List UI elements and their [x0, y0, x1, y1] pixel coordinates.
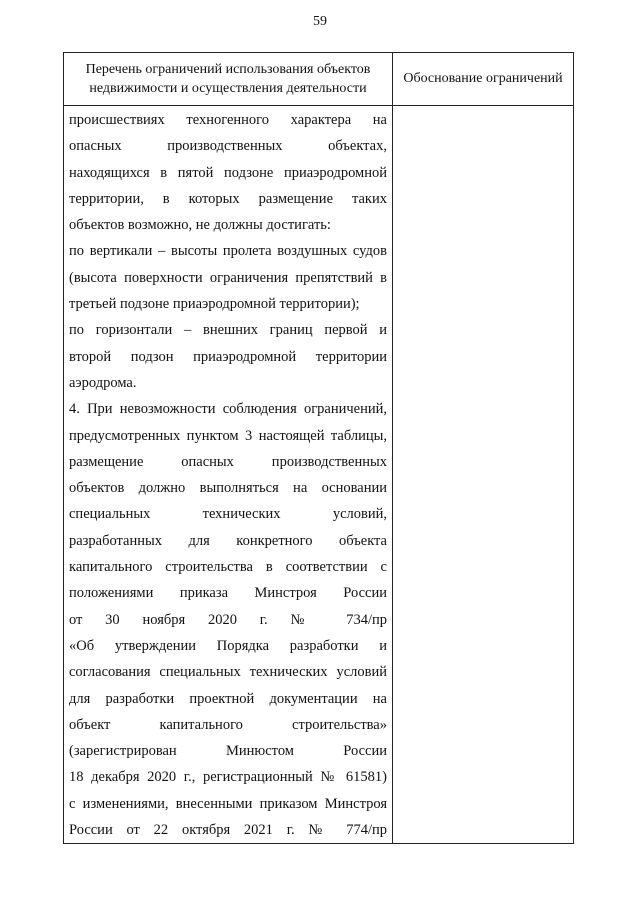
column-header-restrictions-line1: Перечень ограничений использования объектов [85, 62, 371, 77]
page-number: 59 [313, 14, 327, 29]
column-header-justification [393, 53, 573, 106]
column-header-restrictions-line2: недвижимости и осуществления деятельности [89, 81, 367, 96]
text-line: второй подзон приаэродромной территории [69, 348, 387, 365]
text-line: третьей подзоне приаэродромной территории); [69, 296, 360, 313]
restrictions-table-left-column [63, 52, 393, 844]
text-line: России от 22 октября 2021 г. № 774/пр [69, 822, 387, 839]
text-line: (зарегистрирован Минюстом России [69, 743, 387, 760]
text-line: 4. При невозможности соблюдения ограничений, [69, 401, 387, 418]
text-line: положениями приказа Минстроя России [69, 585, 387, 602]
text-line: от 30 ноября 2020 г. № 734/пр [69, 611, 387, 628]
text-line: предусмотренных пунктом 3 настоящей таблицы, [69, 427, 387, 444]
text-line: объектов возможно, не должны достигать: [69, 217, 331, 234]
text-line: капитального строительства в соответствии с [69, 559, 387, 576]
text-line: разработанных для конкретного объекта [69, 532, 387, 549]
column-header-justification-label: Обоснование ограничений [403, 71, 563, 86]
text-line: аэродрома. [69, 374, 137, 391]
column-header-restrictions [64, 53, 392, 106]
restrictions-table-right-column [393, 52, 574, 844]
text-line: с изменениями, внесенными приказом Минстроя [69, 795, 387, 812]
text-line: согласования специальных технических условий [69, 664, 387, 681]
text-line: опасных производственных объектах, [69, 138, 387, 155]
text-line: находящихся в пятой подзоне приаэродромной [69, 164, 387, 181]
text-line: 18 декабря 2020 г., регистрационный № 61581) [69, 769, 387, 786]
text-line: объектов должно выполняться на основании [69, 480, 387, 497]
restrictions-text [69, 107, 387, 843]
text-line: объект капитального строительства» [69, 716, 387, 733]
text-line: по горизонтали – внешних границ первой и [69, 322, 387, 339]
text-line: «Об утверждении Порядка разработки и [69, 637, 387, 654]
text-line: происшествиях техногенного характера на [69, 112, 387, 128]
text-line: по вертикали – высоты пролета воздушных судов [69, 243, 387, 260]
text-line: специальных технических условий, [69, 506, 387, 523]
text-line: территории, в которых размещение таких [69, 190, 387, 207]
text-line: размещение опасных производственных [69, 453, 387, 470]
text-line: (высота поверхности ограничения препятствий в [69, 269, 387, 286]
text-line: для разработки проектной документации на [69, 690, 387, 707]
